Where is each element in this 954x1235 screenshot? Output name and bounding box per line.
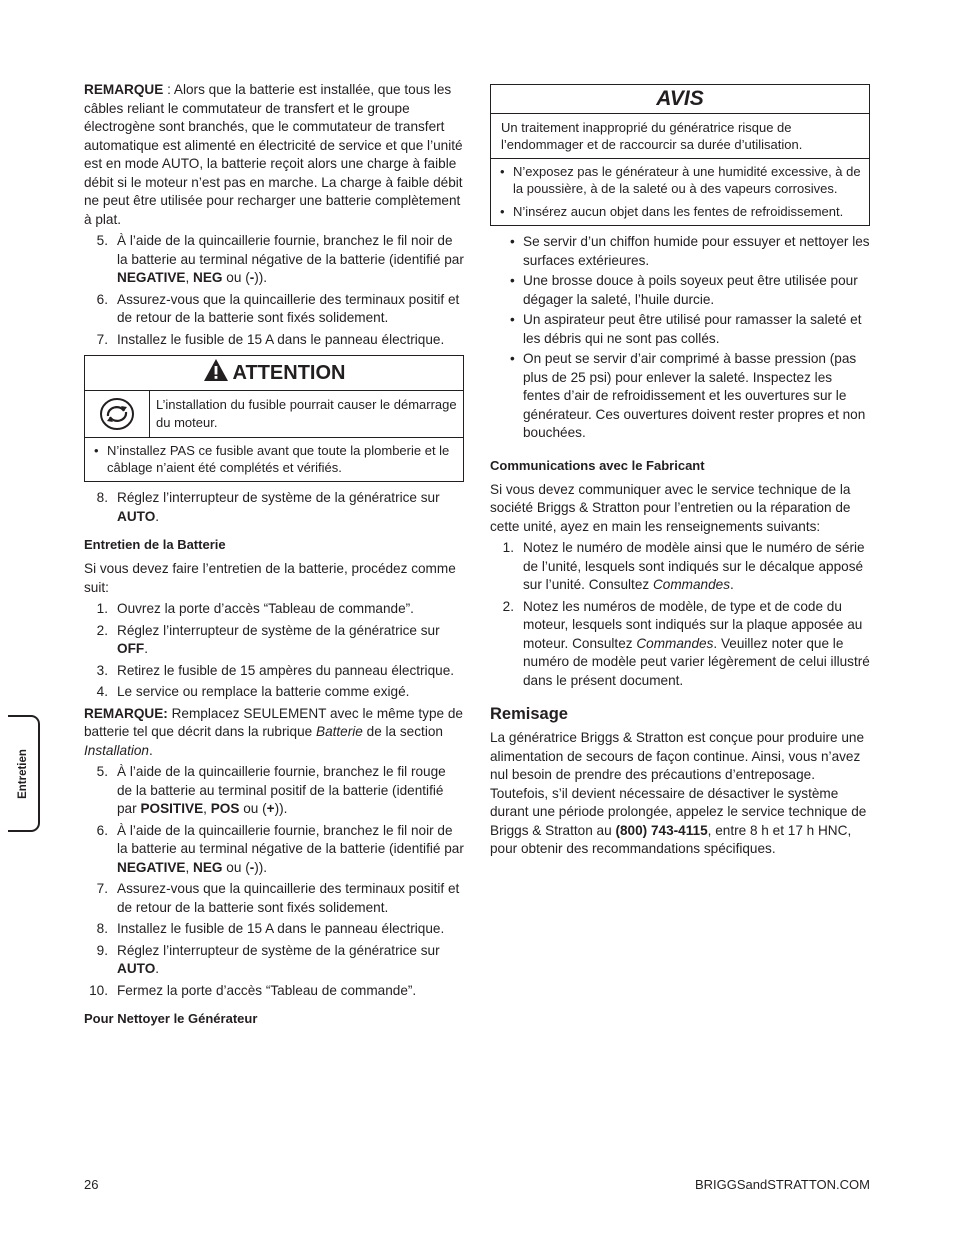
step-item: 5. À l’aide de la quincaillerie fournie, branchez le fil noir de la batterie au terminal négative de la batterie (identifié par NEGATIVE, NEG ou (-)). [96,233,464,285]
cleaning-bullet: • Un aspirateur peut être utilisé pour ramasser la saleté et les débris qui ne sont pas collés. [490,311,870,348]
cleaning-bullet: • Se servir d’un chiffon humide pour essuyer et nettoyer les surfaces extérieures. [490,233,870,270]
step-item: 10. Fermez la porte d’accès “Tableau de commande”. [89,982,417,998]
step-item: 2. Notez les numéros de modèle, de type et de code du moteur, lesquels sont indiqués sur la plaque apposée au moteur. Consultez Commandes. Veuillez noter que le numéro de modèle peut varier légèrement de celui illustré dans le présent document. [502,598,870,688]
comm-intro: Si vous devez communiquer avec le service technique de la société Briggs & Stratton pour l’entretien ou la réparation de cette unité, ayez en main les renseignements suivants: [490,481,851,534]
attention-hazard-text: L’installation du fusible pourrait causer le démarrage du moteur. [156,397,457,430]
steps-list-a2 [84,489,464,526]
steps-list-a [84,232,464,349]
step-item: 5. À l’aide de la quincaillerie fournie, branchez le fil rouge de la batterie au terminal positif de la batterie (identifié par POSITIVE, POS ou (+)). [96,764,446,816]
warning-triangle-icon [203,358,229,382]
page-number: 26 [84,1177,99,1192]
step-item: 6. Assurez-vous que la quincaillerie des terminaux positif et de retour de la batterie sont fixés solidement. [96,291,460,325]
avis-text: Un traitement inapproprié du génératrice risque de l’endommager et de raccourcir sa durée d’utilisation. [491,114,869,159]
avis-bullet: • N’insérez aucun objet dans les fentes de refroidissement. [493,203,865,220]
note-remarque-1: REMARQUE : Alors que la batterie est installée, que tous les câbles reliant le commutateur de transfert et le groupe électrogène sont branchés, que le commutateur de transfert automatique est alimenté en électricité de service et que l’unité est en mode AUTO, la batterie reçoit alors une charge à faible débit si le moteur n’est pas en marche. La charge à faible débit ne peut être utilisée pour recharger une batterie complètement à plat. [84,82,463,227]
rotating-parts-icon [85,391,150,437]
attention-box [84,355,464,482]
storage-heading: Remisage [490,705,568,723]
step-item: 8. Réglez l’interrupteur de système de la génératrice sur AUTO. [96,490,440,524]
battery-heading: Entretien de la Batterie [84,537,226,552]
attention-header: ATTENTION [85,356,463,391]
attention-bullet: • N’installez PAS ce fusible avant que toute la plomberie et le câblage n’aient été complétés et vérifiés. [87,442,459,476]
step-item: 7. Assurez-vous que la quincaillerie des terminaux positif et de retour de la batterie sont fixés solidement. [96,881,460,915]
step-item: 9. Réglez l’interrupteur de système de la génératrice sur AUTO. [96,942,440,976]
storage-text: La génératrice Briggs & Stratton est conçue pour produire une alimentation de secours de façon continue. Ainsi, vous n’avez nul besoin de prendre des précautions d’entreposage. Toutefois, s’il devient nécessaire de désactiver le système durant une période prolongée, appelez le service technique de Briggs & Stratton au (800) 743-4115, entre 8 h et 17 h HNC, pour obtenir des recommandations spécifiques. [490,730,867,856]
left-column [84,81,464,1034]
steps-list-c [84,763,464,1000]
steps-list-b [84,600,464,702]
attention-hazard-row [85,391,463,438]
side-tab-label: Entretien [16,748,29,799]
step-item: 3. Retirez le fusible de 15 ampères du panneau électrique. [96,662,455,678]
battery-intro: Si vous devez faire l’entretien de la batterie, procédez comme suit: [84,561,456,595]
right-column [490,84,870,862]
step-item: 6. À l’aide de la quincaillerie fournie, branchez le fil noir de la batterie au terminal négative de la batterie (identifié par NEGATIVE, NEG ou (-)). [96,822,464,875]
cleaning-bullet: • On peut se servir d’air comprimé à basse pression (pas plus de 25 psi) pour enlever la saleté. Inspectez les fentes d’air de refroidissement et les ouvertures sur le générateur. Ces ouvertures doivent rester propres et non bouchées. [490,350,870,443]
comm-heading: Communications avec le Fabricant [490,457,705,473]
step-item: 2. Réglez l’interrupteur de système de la génératrice sur OFF. [96,622,440,656]
avis-bullets-row [491,159,869,225]
step-item: 1. Notez le numéro de modèle ainsi que le numéro de série de l’unité, lesquels sont indiqués sur le décalque apposé sur l’unité. Consultez Commandes. [502,540,865,592]
section-side-tab [8,715,40,832]
clean-heading: Pour Nettoyer le Générateur [84,1011,258,1026]
step-item: 8. Installez le fusible de 15 A dans le panneau électrique. [96,921,445,936]
step-item: 1. Ouvrez la porte d’accès “Tableau de commande”. [96,601,414,616]
step-item: 7. Installez le fusible de 15 A dans le panneau électrique. [96,331,445,347]
avis-bullet: • N’exposez pas le générateur à une humidité excessive, à de la poussière, à de la saleté ou à des vapeurs corrosives. [493,163,865,197]
avis-header: AVIS [491,85,869,114]
attention-bullet-row [85,438,463,481]
footer-website: BRIGGSandSTRATTON.COM [694,1177,870,1192]
comm-steps [490,539,870,690]
note-remarque-2: REMARQUE: Remplacez SEULEMENT avec le même type de batterie tel que décrit dans la rubrique Batterie de la section Installation. [84,705,463,758]
step-item: 4. Le service ou remplace la batterie comme exigé. [96,684,410,699]
cleaning-bullet: • Une brosse douce à poils soyeux peut être utilisée pour dégager la saleté, l’huile durcie. [490,272,870,309]
cleaning-bullets [490,233,870,443]
avis-box [490,84,870,226]
